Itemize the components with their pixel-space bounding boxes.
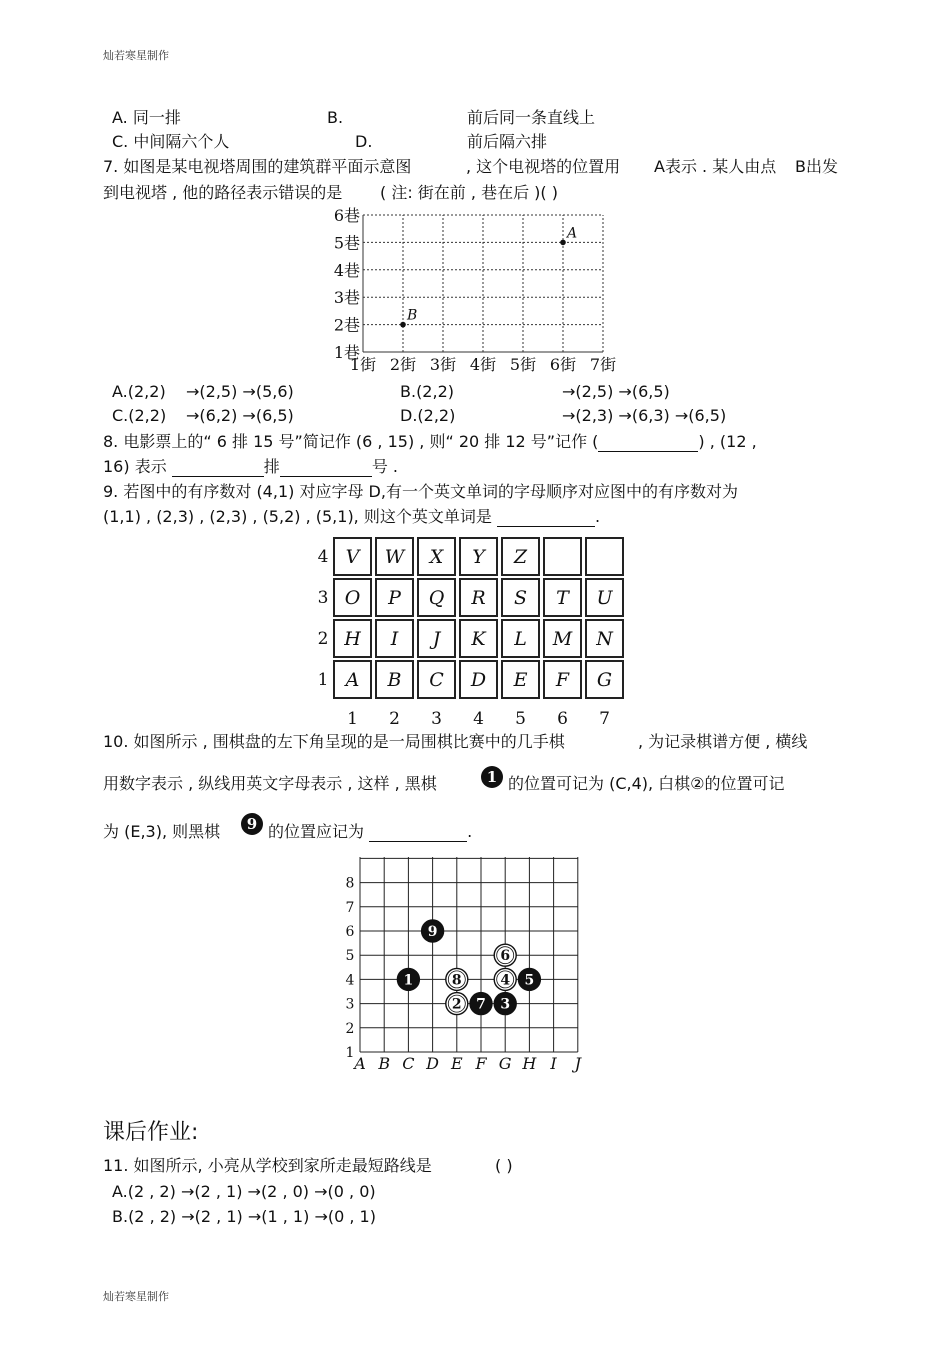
street-label: 6街 (549, 355, 577, 374)
letter-p: P (388, 587, 401, 609)
letter-q: Q (428, 587, 445, 609)
black-stone-1-number: 1 (486, 768, 498, 786)
col-label: 4 (473, 709, 484, 725)
col-label: G (498, 1054, 512, 1073)
black-stone-9-number: 9 (246, 815, 258, 833)
q11-text-1b: ( ) (495, 1156, 513, 1175)
col-label: I (550, 1054, 557, 1073)
q7-option-b-path: →(2,5) →(6,5) (562, 382, 670, 401)
street-label: 1街 (349, 355, 377, 374)
q6-option-b-text: 前后同一条直线上 (467, 108, 596, 127)
col-label: 7 (599, 709, 610, 725)
q6-option-d: D. (355, 132, 373, 151)
letter-b: B (387, 669, 402, 691)
street-labels (350, 355, 616, 374)
row-label: 1 (345, 1045, 355, 1061)
letter-z: Z (513, 546, 528, 568)
letter-t: T (556, 587, 569, 609)
q10-text-1a: 10. 如图所示 , 围棋盘的左下角呈现的是一局围棋比赛中的几手棋 (103, 732, 565, 751)
go-row-labels (346, 876, 355, 1061)
col-label: 6 (557, 709, 568, 725)
col-label: D (426, 1054, 440, 1073)
q11-option-a: A.(2 , 2) →(2 , 1) →(2 , 0) →(0 , 0) (112, 1182, 376, 1201)
letter-h: H (344, 628, 361, 650)
letter-row-labels (318, 547, 329, 690)
black-stone-9-icon (240, 812, 264, 836)
letter-grid-figure (312, 533, 632, 725)
q7-text-2: 到电视塔 , 他的路径表示错误的是 (103, 183, 343, 202)
grid-points (400, 225, 577, 327)
q8-text-2 (103, 457, 398, 477)
q7-option-c-path: →(6,2) →(6,5) (186, 406, 294, 425)
q11-option-b: B.(2 , 2) →(2 , 1) →(1 , 1) →(0 , 1) (112, 1207, 376, 1226)
row-label: 8 (345, 875, 355, 892)
q7-text-2b: ( 注: 街在前 , 巷在后 )( ) (380, 183, 558, 202)
q11-text-1: 11. 如图所示, 小亮从学校到家所走最短路线是 (103, 1156, 432, 1175)
point-b-label: B (407, 307, 418, 324)
go-board-figure (338, 857, 603, 1075)
street-label: 3街 (429, 355, 457, 374)
letter-o: O (344, 587, 361, 609)
q7-option-a-path: →(2,5) →(5,6) (186, 382, 294, 401)
q7-option-c: C.(2,2) (112, 406, 167, 425)
q10-text-3c: . (467, 822, 473, 841)
point-a-marker (560, 240, 566, 246)
row-label: 5 (345, 948, 355, 965)
q7-option-d: D.(2,2) (400, 406, 456, 425)
col-label: J (574, 1054, 582, 1073)
stone-number: 5 (524, 972, 535, 989)
q9-text-1: 9. 若图中的有序数对 (4,1) 对应字母 D,有一个英文单词的字母顺序对应图中的有序数对为 (103, 482, 738, 501)
go-board-lines (360, 857, 578, 1052)
letter-a: A (345, 669, 360, 691)
q8-text-1a (103, 432, 757, 452)
letter-x: X (429, 546, 444, 568)
letter-l: L (514, 628, 527, 650)
stone-number: 9 (427, 924, 438, 940)
letter-f: F (555, 669, 570, 691)
letter-w: W (384, 546, 405, 568)
q10-text-3a: 为 (E,3), 则黑棋 (103, 822, 221, 841)
homework-title: 课后作业: (103, 1120, 199, 1145)
q8-text-2b: 排 (263, 457, 280, 476)
col-label: 2 (389, 709, 400, 725)
col-label: H (522, 1054, 537, 1073)
letter-s: S (513, 587, 528, 609)
street-label: 7街 (589, 355, 617, 374)
q9-text-2 (103, 507, 600, 527)
lane-labels (334, 206, 360, 362)
q6-option-c: C. 中间隔六个人 (112, 132, 230, 151)
lane-label: 1巷 (333, 343, 360, 362)
stone-number: 1 (403, 972, 414, 989)
letter-m: M (552, 628, 573, 650)
q9-blank[interactable] (497, 510, 595, 527)
q7-text-1a: 7. 如图是某电视塔周围的建筑群平面示意图 (103, 157, 412, 176)
letter-cells (334, 538, 623, 698)
lane-label: 3巷 (333, 288, 360, 308)
col-label: C (402, 1054, 415, 1073)
col-label: 3 (431, 709, 442, 725)
street-grid-figure (325, 205, 625, 377)
q7-option-b: B.(2,2) (400, 382, 454, 401)
q10-text-2a: 用数字表示 , 纵线用英文字母表示 , 这样 , 黑棋 (103, 774, 437, 793)
q9-text-2b: . (594, 507, 601, 526)
col-label: A (354, 1054, 366, 1073)
letter-v: V (345, 546, 360, 568)
q6-option-a: A. 同一排 (112, 108, 181, 127)
point-b-marker (400, 322, 406, 328)
row-label: 4 (345, 972, 355, 989)
letter-col-labels (347, 709, 610, 725)
q6-option-d-text: 前后隔六排 (467, 132, 548, 151)
letter-y: Y (472, 546, 485, 568)
lane-label: 2巷 (333, 315, 360, 335)
letter-cell (586, 538, 623, 575)
row-label: 2 (317, 629, 329, 649)
black-stone-1-icon (480, 765, 504, 789)
q10-text-3b-span: 的位置应记为 (268, 822, 365, 841)
q7-text-1b: , 这个电视塔的位置用 (466, 157, 621, 176)
letter-k: K (471, 628, 486, 650)
street-label: 4街 (469, 355, 497, 374)
point-a-label: A (567, 225, 578, 242)
letter-g: G (596, 669, 613, 691)
q10-blank[interactable] (369, 825, 467, 842)
page-header: 灿若寒星制作 (103, 49, 169, 62)
street-label: 5街 (509, 355, 537, 374)
row-label: 6 (345, 924, 355, 940)
q10-text-1b: , 为记录棋谱方便 , 横线 (638, 732, 808, 751)
letter-i: I (390, 628, 399, 650)
row-label: 4 (317, 547, 329, 567)
page-footer: 灿若寒星制作 (103, 1290, 169, 1303)
lane-label: 6巷 (333, 206, 360, 225)
stone-number: 2 (451, 996, 462, 1013)
row-label: 3 (317, 588, 329, 608)
q6-option-b: B. (327, 108, 344, 127)
q7-text-1c: A表示 . 某人由点 (654, 157, 777, 176)
q8-blank-1[interactable] (598, 435, 698, 452)
letter-r: R (471, 587, 486, 609)
q9-text-2a: (1,1) , (2,3) , (2,3) , (5,2) , (5,1), 则这个英文单词是 (103, 507, 492, 526)
lane-label: 4巷 (333, 260, 360, 280)
col-label: E (450, 1054, 463, 1073)
q10-text-2b: 的位置可记为 (C,4), 白棋②的位置可记 (508, 774, 785, 793)
col-label: F (475, 1054, 487, 1073)
q7-option-d-path: →(2,3) →(6,3) →(6,5) (562, 406, 727, 425)
letter-n: N (596, 628, 613, 650)
q10-text-3b (268, 822, 472, 842)
stone-number: 8 (451, 972, 462, 989)
q8-text-1b: ) , (12 , (698, 432, 757, 451)
q8-blank-seat[interactable] (280, 460, 372, 477)
q8-blank-row[interactable] (172, 460, 264, 477)
q7-option-a: A.(2,2) (112, 382, 166, 401)
q8-text-1a-span: 8. 电影票上的“ 6 排 15 号”简记作 (6 , 15) , 则“ 20 排 12 号”记作 ( (103, 432, 599, 451)
go-col-labels (352, 1054, 582, 1073)
col-label: 5 (515, 709, 526, 725)
letter-e: E (513, 669, 528, 691)
q8-text-2a: 16) 表示 (103, 457, 167, 476)
letter-d: D (470, 669, 487, 691)
stone-number: 7 (476, 996, 486, 1013)
row-label: 3 (345, 996, 355, 1013)
row-label: 1 (317, 670, 329, 690)
col-label: B (378, 1054, 391, 1073)
letter-c: C (429, 669, 444, 691)
col-label: 1 (347, 709, 358, 725)
street-label: 2街 (389, 355, 417, 374)
letter-j: J (432, 628, 441, 650)
row-label: 2 (345, 1020, 355, 1037)
stone-number: 4 (500, 972, 511, 989)
letter-cell (544, 538, 581, 575)
stone-number: 6 (500, 948, 511, 965)
row-label: 7 (345, 899, 355, 916)
lane-label: 5巷 (333, 233, 360, 253)
q8-text-2c: 号 . (371, 457, 398, 476)
go-stones (397, 920, 540, 1015)
stone-number: 3 (500, 996, 511, 1013)
q7-text-1d: B出发 (795, 157, 838, 176)
letter-u: U (596, 587, 613, 609)
